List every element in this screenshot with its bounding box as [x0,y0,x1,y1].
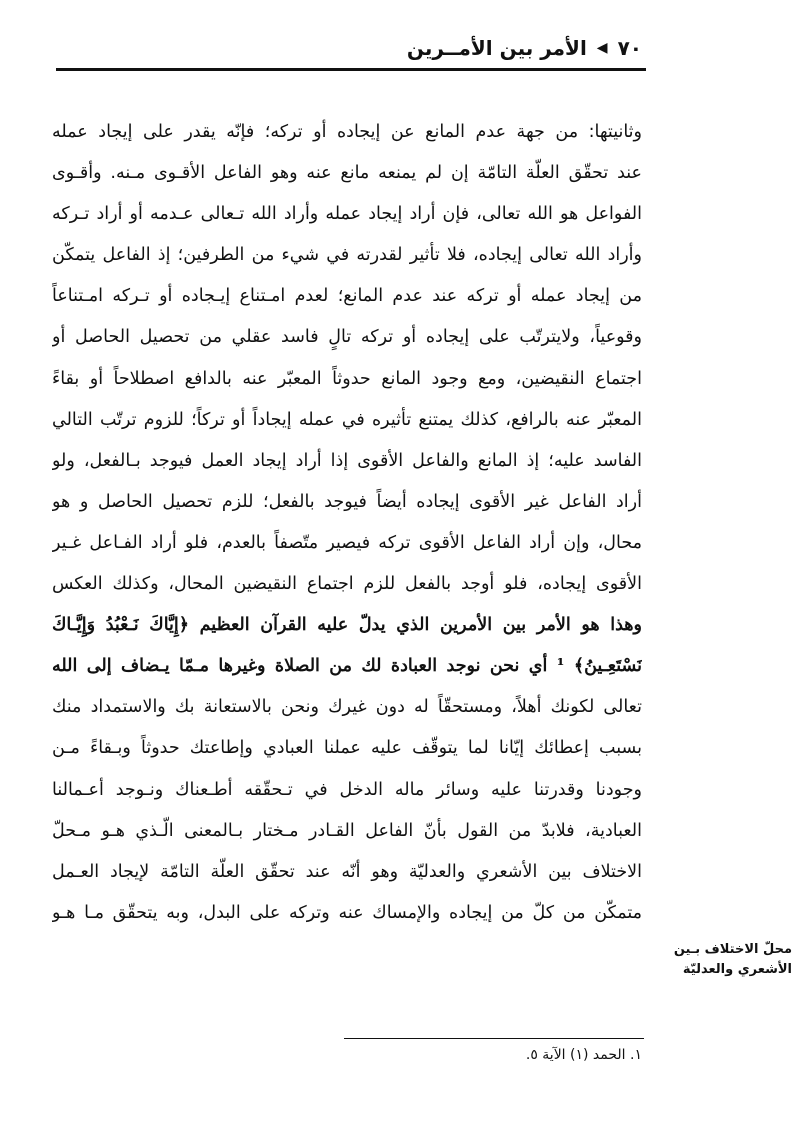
text-line: الاختلاف بين الأشعري والعدليّة وهو أنّه عند تحقّق العلّة التامّة لإيجاد العـمل [52,861,642,882]
text-line: اجتماع النقيضين، ومع وجود المانع حدوثاً المعبّر عنه بالدافع اصطلاحاً أو بقاءً [52,368,642,389]
text-line: الفواعل هو الله تعالى، فإن أراد إيجاد عمله وأراد الله تـعالى عـدمه أو أراد تـركه [52,204,642,225]
running-head [242,32,642,64]
text-line: وأراد الله تعالى إيجاده، فلا تأثير لقدرته في شيء من الطرفين؛ إذ الفاعل يتمكّن [52,245,642,266]
text-line: العبادية، فلابدّ من القول بأنّ الفاعل القـادر مـختار بـالمعنى الّـذي هـو مـحلّ [52,820,642,841]
running-title: الأمر بين الأمــرين [406,36,587,60]
margin-note [652,940,792,980]
margin-note-line: محلّ الاختلاف بـين [673,942,792,957]
body-text [52,112,642,934]
text-line-quran: وهذا هو الأمر بين الأمرين الذي يدلّ عليه القرآن العظيم ﴿إِيَّاكَ نَـعْبُدُ وَإِيَّـاكَ [52,615,642,636]
page-number: ٧٠ [617,36,642,60]
text-line: محال، وإن أراد الفاعل الأقوى تركه فيصير متّصفاً بالعدم، فلو أراد الفـاعل غـير [52,532,642,553]
text-line: وثانيتها: من جهة عدم المانع عن إيجاده أو تركه؛ فإنّه يقدر على إيجاد عمله [52,122,642,142]
margin-note-line: الأشعري والعدليّة [682,962,792,977]
text-line: بسبب إعطائك إيّانا لما يتوقّف عليه عملنا العبادي وإطاعتك حدوثاً وبـقاءً مـن [52,738,642,759]
header-rule [56,68,646,71]
footnote: ١. الحمد (١) الآية ٥. [525,1047,642,1063]
text-line: أراد الفاعل غير الأقوى إيجاده أيضاً فيوجد بالفعل؛ للزم تحصيل الحاصل و هو [52,491,642,512]
footnote-rule [344,1038,644,1039]
text-line: المعبّر عنه بالرافع، كذلك يمتنع تأثيره في عمله إيجاداً أو تركاً؛ للزوم ترتّب التالي [52,409,642,430]
text-line: الأقوى إيجاده، فلو أوجد بالفعل للزم اجتماع النقيضين المحال، وكذلك العكس [52,574,642,595]
text-line: من إيجاد عمله أو تركه عند عدم المانع؛ لعدم امـتناع إيـجاده أو تـركه امـتناعاً [52,286,642,307]
text-line-quran: نَسْتَعِـينُ﴾ ¹ أي نحن نوجد العبادة لك من الصلاة وغيرها مـمّا يـضاف إلى الله [52,656,642,677]
triangle-marker-icon: ◀ [596,40,608,56]
text-line: عند تحقّق العلّة التامّة إن لم يمنعه مانع عنه وهو الفاعل الأقـوى مـنه. وأقـوى [52,163,642,184]
text-line: وجودنا وقدرتنا عليه وسائر ماله الدخل في تـحقّقه أطـعناك ونـوجد أعـمالنا [52,779,642,800]
text-line: الفاسد عليه؛ إذ المانع والفاعل الأقوى إذا أراد إيجاد العمل فيوجد بـالفعل، ولو [52,450,642,471]
text-line: تعالى لكونك أهلاً، ومستحقّاً له دون غيرك ونحن بالاستعانة بك والاستمداد منك [52,697,642,718]
text-line: متمكّن من كلّ من إيجاده والإمساك عنه وتركه على البدل، وبه يتحقّق مـا هـو [52,902,642,923]
text-line: وقوعياً، ولايترتّب على إيجاده أو تركه تالٍ فاسد عقلي من تحصيل الحاصل أو [52,327,642,348]
